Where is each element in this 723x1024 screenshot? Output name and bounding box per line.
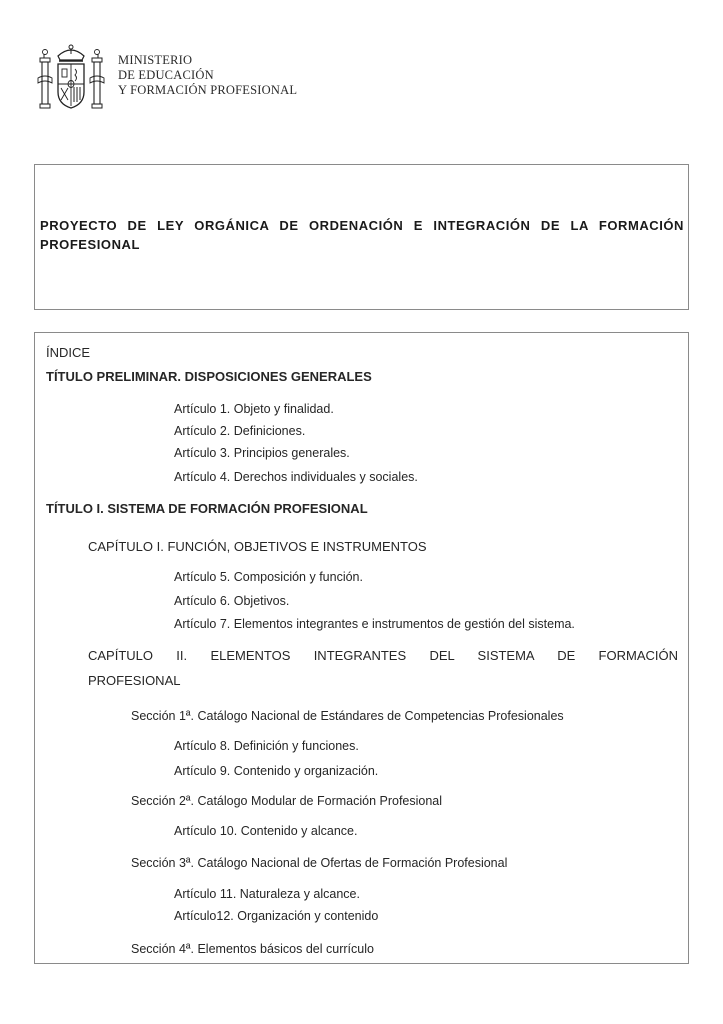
index-article: Artículo 5. Composición y función. <box>174 570 363 584</box>
index-article: Artículo 6. Objetivos. <box>174 594 290 608</box>
index-article: Artículo 4. Derechos individuales y sociales. <box>174 470 418 484</box>
seccion-1-heading: Sección 1ª. Catálogo Nacional de Estándares de Competencias Profesionales <box>131 709 564 723</box>
ministry-line-2: DE EDUCACIÓN <box>118 68 214 82</box>
index-box <box>34 332 689 964</box>
seccion-2-heading: Sección 2ª. Catálogo Modular de Formación Profesional <box>131 794 443 808</box>
seccion-3-heading: Sección 3ª. Catálogo Nacional de Ofertas de Formación Profesional <box>131 856 508 870</box>
titulo-1-heading: TÍTULO I. SISTEMA DE FORMACIÓN PROFESIONAL <box>46 501 368 516</box>
ministry-line-1: MINISTERIO <box>118 53 193 67</box>
index-article: Artículo 1. Objeto y finalidad. <box>174 402 334 416</box>
index-article: Artículo 11. Naturaleza y alcance. <box>174 887 360 901</box>
ministry-name <box>118 53 297 98</box>
index-article: Artículo 3. Principios generales. <box>174 446 350 460</box>
titulo-preliminar-heading: TÍTULO PRELIMINAR. DISPOSICIONES GENERALES <box>46 369 372 384</box>
seccion-4-heading: Sección 4ª. Elementos básicos del currículo <box>131 942 374 956</box>
index-article: Artículo 2. Definiciones. <box>174 424 306 438</box>
index-article: Artículo 9. Contenido y organización. <box>174 764 379 778</box>
index-article: Artículo 7. Elementos integrantes e instrumentos de gestión del sistema. <box>174 617 575 631</box>
capitulo-2-heading: CAPÍTULO II. ELEMENTOS INTEGRANTES DEL SISTEMA DE FORMACIÓN PROFESIONAL <box>88 648 678 688</box>
document-title: PROYECTO DE LEY ORGÁNICA DE ORDENACIÓN E INTEGRACIÓN DE LA FORMACIÓN PROFESIONAL <box>40 218 684 252</box>
ministry-line-3: Y FORMACIÓN PROFESIONAL <box>118 83 298 97</box>
index-article: Artículo 10. Contenido y alcance. <box>174 824 358 838</box>
index-article: Artículo12. Organización y contenido <box>174 909 379 923</box>
coat-of-arms-icon <box>36 42 106 114</box>
capitulo-1-heading: CAPÍTULO I. FUNCIÓN, OBJETIVOS E INSTRUMENTOS <box>88 539 427 554</box>
index-article: Artículo 8. Definición y funciones. <box>174 739 359 753</box>
index-heading: ÍNDICE <box>46 345 91 360</box>
title-box <box>34 164 689 310</box>
